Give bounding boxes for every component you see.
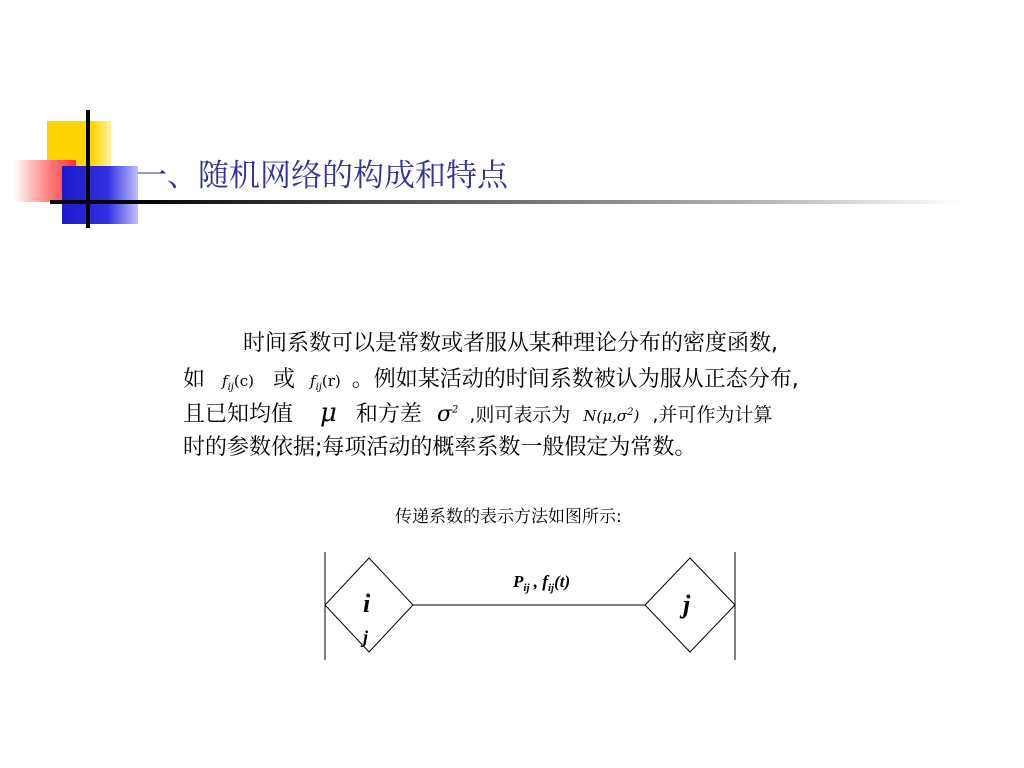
node-left-label-bottom: j	[363, 627, 369, 647]
node-left-label-top: i	[363, 589, 371, 618]
formula-subscript: ij	[227, 382, 234, 393]
formula-subscript: ij	[315, 382, 322, 393]
formula-argument: (c)	[233, 372, 254, 390]
normal-exponent: 2	[627, 407, 634, 418]
normal-close: )	[633, 407, 640, 425]
normal-symbol: N(μ,σ	[583, 407, 628, 425]
mu-symbol: μ	[320, 398, 337, 428]
text-segment: 和方差	[355, 402, 422, 427]
edge-sep: ,	[529, 572, 543, 591]
formula-symbol: f	[222, 372, 228, 390]
paragraph-line-1: 时间系数可以是常数或者服从某种理论分布的密度函数,	[243, 331, 778, 356]
formula-symbol: f	[310, 372, 316, 390]
edge-f-sub: ij	[547, 582, 555, 594]
paragraph-line-4: 时的参数依据;每项活动的概率系数一般假定为常数。	[183, 435, 697, 460]
sigma-exponent: 2	[451, 404, 459, 416]
node-right-label: j	[683, 590, 691, 619]
formula-argument: (r)	[321, 372, 341, 390]
edge-f: f	[542, 572, 548, 591]
edge-label	[512, 572, 570, 594]
text-segment: 。例如某活动的时间系数被认为服从正态分布,	[351, 367, 799, 392]
edge-arg: (t)	[554, 572, 571, 591]
edge-p-sub: ij	[523, 582, 530, 594]
sigma-symbol: σ	[436, 402, 452, 427]
text-segment: 如	[183, 367, 206, 392]
text-segment: 且已知均值	[183, 402, 294, 427]
text-segment: ,并可作为计算	[652, 404, 773, 426]
edge-p: P	[513, 572, 524, 591]
text-segment: ,则可表示为	[469, 404, 571, 426]
text-segment: 或	[273, 367, 296, 392]
slide-title: 一、随机网络的构成和特点	[136, 158, 508, 194]
figure-caption: 传递系数的表示方法如图所示:	[395, 507, 622, 527]
